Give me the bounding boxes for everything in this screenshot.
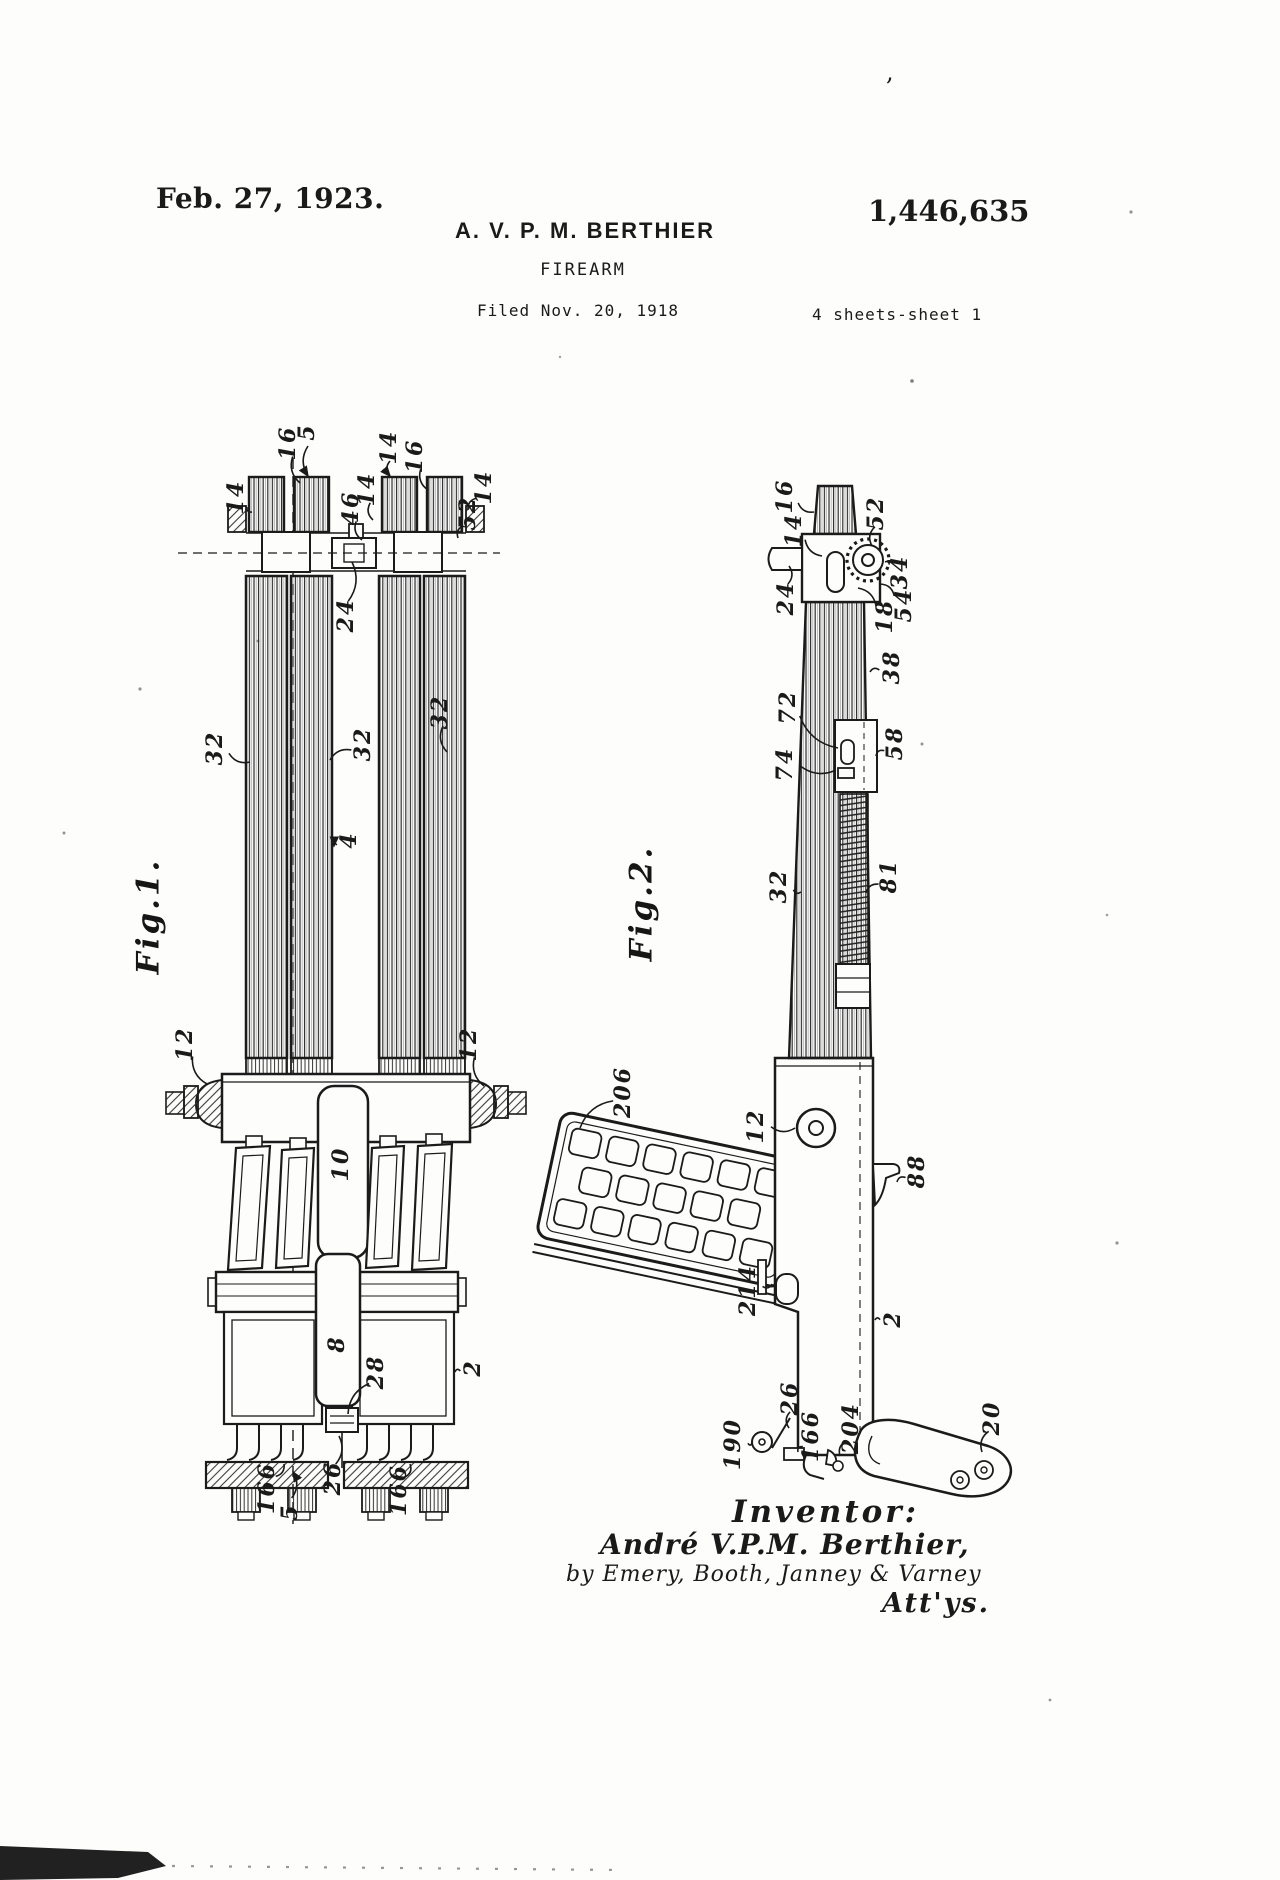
part-label-20: 20 xyxy=(979,1400,1005,1436)
part-label-206: 206 xyxy=(610,1066,636,1118)
part-label-28: 28 xyxy=(363,1354,389,1390)
fig2-pivot-pin xyxy=(797,1109,835,1147)
part-label-16: 16 xyxy=(275,425,301,461)
patent-number: 1,446,635 xyxy=(868,194,1030,228)
signature-attys: Att'ys. xyxy=(882,1588,990,1619)
fig2-recoil-spring xyxy=(836,794,870,1008)
part-label-190: 190 xyxy=(720,1418,746,1470)
part-label-46: 46 xyxy=(338,490,364,526)
scan-speck xyxy=(257,640,260,643)
part-label-8: 8 xyxy=(324,1335,350,1353)
part-label-14: 14 xyxy=(376,429,402,465)
fig2-drawing xyxy=(532,486,1010,1496)
part-label-58: 58 xyxy=(882,725,908,761)
scan-speck xyxy=(1049,1699,1052,1702)
leader-line xyxy=(798,503,814,512)
part-label-88: 88 xyxy=(904,1153,930,1189)
part-label-52: 52 xyxy=(863,495,889,531)
part-label-14: 14 xyxy=(223,479,249,515)
fig1-center-column xyxy=(316,1254,360,1468)
part-label-26: 26 xyxy=(777,1380,803,1416)
fig2-caption: Fig.2. xyxy=(623,844,660,962)
part-label-81: 81 xyxy=(876,858,902,894)
scan-artifacts xyxy=(0,210,1133,1880)
part-label-204: 204 xyxy=(838,1402,864,1454)
part-label-74: 74 xyxy=(772,746,798,782)
patent-date: Feb. 27, 1923. xyxy=(156,182,385,215)
part-label-72: 72 xyxy=(775,689,801,725)
part-label-18: 18 xyxy=(872,598,898,634)
part-label-54: 54 xyxy=(891,587,917,623)
fig2-bolt-housing xyxy=(835,720,877,792)
inventor-heading: A. V. P. M. BERTHIER xyxy=(454,218,716,243)
part-label-166: 166 xyxy=(798,1410,824,1462)
scan-speck xyxy=(1129,210,1132,213)
part-label-12: 12 xyxy=(172,1026,198,1062)
part-label-2: 2 xyxy=(880,1310,906,1328)
signature-inventor-heading: Inventor: xyxy=(732,1494,920,1530)
part-label-2: 2 xyxy=(460,1359,486,1377)
fig1-caption: Fig.1. xyxy=(130,857,167,975)
scan-speck xyxy=(559,356,561,358)
part-label-14: 14 xyxy=(354,471,380,507)
scan-speck xyxy=(921,743,924,746)
scan-smudge-trail xyxy=(172,1866,620,1870)
part-label-166: 166 xyxy=(386,1464,412,1516)
part-label-32: 32 xyxy=(350,726,376,762)
invention-title: FIREARM xyxy=(540,260,626,280)
scan-speck xyxy=(138,687,141,690)
scan-speck xyxy=(63,832,66,835)
part-label-26: 26 xyxy=(320,1460,346,1496)
part-label-5: 5 xyxy=(277,1503,303,1521)
part-label-10: 10 xyxy=(328,1146,354,1182)
part-label-16: 16 xyxy=(402,438,428,474)
part-label-32: 32 xyxy=(427,694,453,730)
fig2-trigger xyxy=(873,1164,899,1205)
part-label-12: 12 xyxy=(743,1108,769,1144)
signature-attorneys: by Emery, Booth, Janney & Varney xyxy=(566,1562,982,1587)
filed-date: Filed Nov. 20, 1918 xyxy=(477,301,680,320)
part-label-24: 24 xyxy=(333,597,359,633)
part-label-14: 14 xyxy=(781,512,807,548)
leader-line xyxy=(303,446,308,476)
part-label-12: 12 xyxy=(456,1026,482,1062)
scan-mark: , xyxy=(886,58,894,86)
part-label-34: 34 xyxy=(887,554,913,590)
scan-smudge xyxy=(0,1846,166,1880)
part-label-214: 214 xyxy=(735,1264,761,1316)
signature-inventor-name: André V.P.M. Berthier, xyxy=(600,1528,970,1561)
part-label-16: 16 xyxy=(772,478,798,514)
part-label-4: 4 xyxy=(336,831,362,849)
scan-speck xyxy=(1106,914,1109,917)
leader-line xyxy=(870,668,879,672)
scan-speck xyxy=(910,379,914,383)
part-label-14: 14 xyxy=(471,469,497,505)
sheet-info: 4 sheets-sheet 1 xyxy=(812,305,983,324)
part-label-32: 32 xyxy=(202,730,228,766)
part-label-32: 32 xyxy=(766,868,792,904)
part-label-38: 38 xyxy=(879,649,905,685)
part-label-24: 24 xyxy=(773,580,799,616)
part-label-52: 52 xyxy=(455,495,481,531)
leader-line xyxy=(336,1436,342,1464)
scan-speck xyxy=(1115,1241,1118,1244)
leader-line xyxy=(748,1443,752,1445)
part-label-166: 166 xyxy=(254,1462,280,1514)
fig1-barrels xyxy=(246,576,465,1074)
part-label-5: 5 xyxy=(294,423,320,441)
